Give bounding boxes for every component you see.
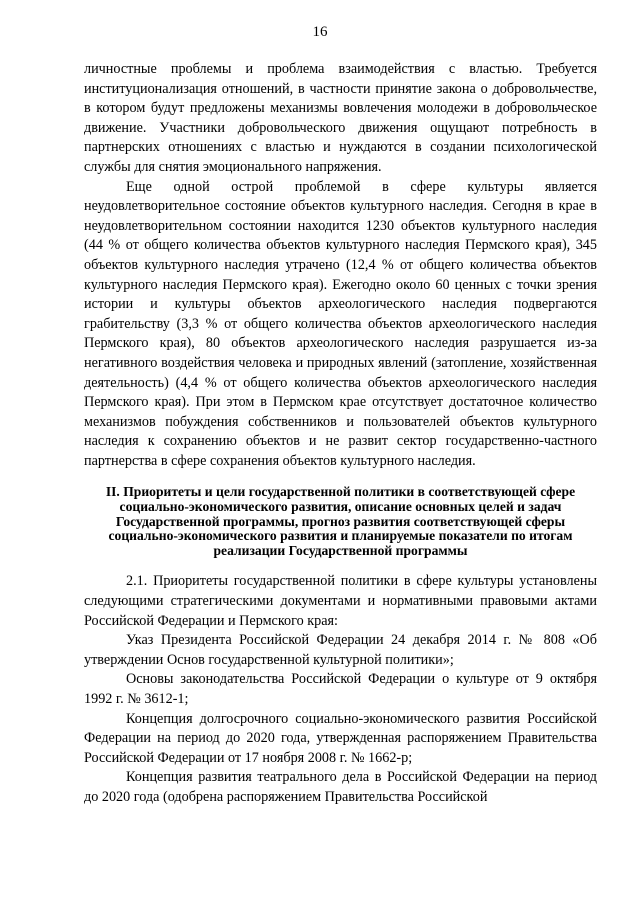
paragraph-culture-law: Основы законодательства Российской Федерации о культуре от 9 октября 1992 г. № 3612-1; [84,671,597,707]
page-number: 16 [312,24,328,40]
document-body [84,60,597,808]
section-heading: II. Приоритеты и цели государственной политики в соответствующей сфере социально-экономического развития, описание основных целей и задач Государственной программы, прогноз развития соответствующей сферы социально-экономического развития и планируемые показатели по итогам реализации Государственной программы [105,484,576,558]
paragraph-continuation: личностные проблемы и проблема взаимодействия с властью. Требуется институционализация отношений, в частности принятие закона о добровольчестве, в котором будут предложены механизмы вовлечения молодежи в добровольческое движение. Участники добровольческого движения ощущают потребность в партнерских отношениях с властью и нуждаются в создании психологической службы для снятия эмоционального напряжения. [84,61,597,175]
paragraph-theatre-concept: Концепция развития театрального дела в Российской Федерации на период до 2020 года (одобрена распоряжением Правительства Российской [84,769,597,805]
paragraph-cultural-heritage: Еще одной острой проблемой в сфере культуры является неудовлетворительное состояние объектов культурного наследия. Сегодня в крае в неудовлетворительном состоянии находится 1230 объектов культурного наследия (44 % от общего количества объектов культурного наследия Пермского края), 345 объектов культурного наследия утрачено (12,4 % от общего количества объектов культурного наследия Пермского края). Ежегодно около 60 ценных с точки зрения истории и культуры объектов археологического наследия подвергаются грабительству (3,3 % от общего количества объектов археологического наследия Пермского края), 80 объектов археологического наследия разрушается из-за негативного воздействия человека и природных явлений (затопление, хозяйственная деятельность) (4,4 % от общего количества объектов археологического наследия Пермского края). При этом в Пермском крае отсутствует достаточное количество механизмов побуждения собственников и пользователей объектов культурного наследия к сохранению объектов и не развит сектор государственно-частного партнерства в сфере сохранения объектов культурного наследия. [84,178,597,469]
paragraph-development-concept: Концепция долгосрочного социально-экономического развития Российской Федерации на период до 2020 года, утвержденная распоряжением Правительства Российской Федерации от 17 ноября 2008 г. № 1662-р; [84,710,597,766]
paragraph-priorities: 2.1. Приоритеты государственной политики в сфере культуры установлены следующими стратегическими документами и нормативными правовыми актами Российской Федерации и Пермского края: [84,573,597,629]
paragraph-decree: Указ Президента Российской Федерации 24 декабря 2014 г. № 808 «Об утверждении Основ государственной культурной политики»; [84,632,597,668]
